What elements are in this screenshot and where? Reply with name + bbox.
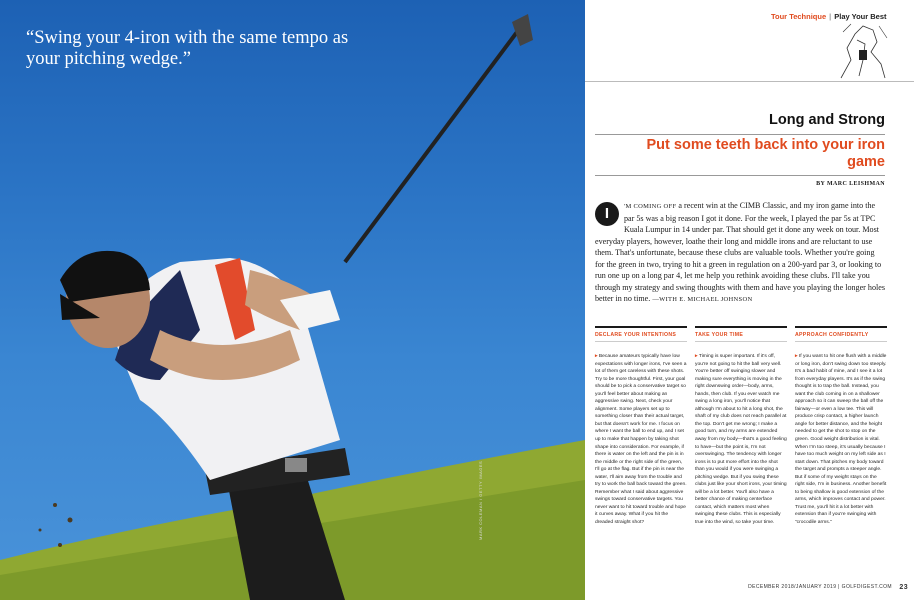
footer-text: DECEMBER 2018/JANUARY 2019 | GOLFDIGEST.COM bbox=[748, 584, 892, 590]
article-page bbox=[585, 0, 914, 600]
intro-credit: —WITH E. MICHAEL JOHNSON bbox=[652, 296, 753, 303]
golfer-sketch-icon bbox=[833, 20, 889, 82]
column-time bbox=[695, 326, 787, 527]
arrow-icon: ▸ bbox=[595, 354, 599, 359]
section-separator: | bbox=[829, 12, 832, 21]
column-rule bbox=[795, 326, 887, 328]
article-subtitle: Put some teeth back into your iron game bbox=[646, 137, 885, 170]
column-approach bbox=[795, 326, 887, 527]
column-heading: TAKE YOUR TIME bbox=[695, 332, 787, 342]
page-number: 23 bbox=[899, 584, 908, 591]
column-body bbox=[695, 353, 787, 527]
column-text: Timing is super important. If it's off, you're not going to hit the ball very well. You're better off swinging slower and making sure everything is moving in the right downswing order—body, arms, hands, then club. If you ever watch me swing a long iron, you'll notice that although I'm about to hit a long shot, the shaft of my club does not reach parallel at the top. Don't get me wrong; I make a good turn, and my arms are extended away from my body—that's a good feeling to have—but the point is, I'm not overswinging. The tendency with longer irons is to put more effort into the shot than you would if you were swinging a pitching wedge. But if you swing these clubs just like your short irons, your timing will be a lot better. You'll also have a better chance of making centerface contact, which matters most when swinging these clubs. This is especially true into the wind, so take your time. bbox=[695, 354, 787, 526]
arrow-icon: ▸ bbox=[695, 354, 699, 359]
column-text: Because amateurs typically have low expectations with longer irons, I've seen a lot of them get careless with these shots. Try to be more thoughtful. First, your goal should be to pick a conservative target so you'll feel better about making an aggressive swing. Next, check your alignment. Some players set up to something closer than their actual target, but that doesn't work for me. I focus on where I want the ball to end up, and I set up to make that happen by taking shot shape into consideration. For example, if there is water on the left and the pin is in the middle or the right side of the green, I'll go at the flag. But if the pin is near the water, I'll aim away from the trouble and try to work the ball back toward the green. Remember what I said about aggressive swings toward conservative targets. You never want to hit toward trouble and hope it curves away. What if you hit the dreaded straight shot? bbox=[595, 354, 687, 526]
column-declare bbox=[595, 326, 687, 527]
column-heading: APPROACH CONFIDENTLY bbox=[795, 332, 887, 342]
subsection-label: Play Your Best bbox=[834, 12, 887, 21]
column-body bbox=[795, 353, 887, 527]
byline: BY MARC LEISHMAN bbox=[816, 181, 885, 187]
intro-paragraph bbox=[595, 200, 885, 306]
section-label: Tour Technique bbox=[771, 12, 827, 21]
title-divider bbox=[595, 134, 885, 135]
arrow-icon: ▸ bbox=[795, 354, 799, 359]
site-url: GOLFDIGEST.COM bbox=[841, 584, 892, 590]
photo-credit: MARK COLEMAN / GETTY IMAGES bbox=[478, 460, 483, 540]
column-body bbox=[595, 353, 687, 527]
drop-cap: I bbox=[595, 202, 619, 226]
issue-date: DECEMBER 2018/JANUARY 2019 bbox=[748, 584, 837, 590]
column-rule bbox=[595, 326, 687, 328]
intro-text: a recent win at the CIMB Classic, and my iron game into the par 5s was a big reason I got it done. For the week, I played the par 5s at TPC Kuala Lumpur in 14 under par. That should get it done any week on tour. Most everyday players, however, loathe their long and middle irons and are reluctant to use them. That's unfortunate, because these clubs are valuable tools. Whether you're going for the green in two, trying to hit a green in regulation on a 200-yard par 3, or looking to run one up on a long par 4, let me help you rethink avoiding these clubs. I'll take you through my strategy and swing thoughts with them and have you playing the longer holes better in no time. bbox=[595, 201, 885, 303]
pull-quote: “Swing your 4-iron with the same tempo as your pitching wedge.” bbox=[26, 28, 349, 69]
subtitle-divider bbox=[595, 175, 885, 176]
column-rule bbox=[695, 326, 787, 328]
intro-lead: 'M COMING OFF bbox=[624, 203, 677, 210]
column-heading: DECLARE YOUR INTENTIONS bbox=[595, 332, 687, 342]
column-text: If you want to hit one flush with a middle or long iron, don't swing down too steeply. It's a bad habit of mine, and I see it a lot from everyday players. It's as if the swing thought is to trap the ball. Instead, you want the club coming in on a shallower approach so it can sweep the ball off the fairway—or even a low tee. This will produce crisp contact, a higher launch angle for better distance, and the height needed to get the shot to stop on the green. Good weight distribution is vital. When I'm too steep, it's usually because I have too much weight on my left side as I start down. That pitches my body toward the target and prompts a steeper angle. But if some of my weight stays on the right side, I'm in business. Another benefit to being shallow is good extension of the arms, which improves contact and power. Trust me, you'll hit it a lot better with extension than if you're swinging with “crocodile arms.” bbox=[795, 354, 887, 526]
header-divider bbox=[585, 81, 914, 82]
article-title: Long and Strong bbox=[769, 112, 885, 128]
